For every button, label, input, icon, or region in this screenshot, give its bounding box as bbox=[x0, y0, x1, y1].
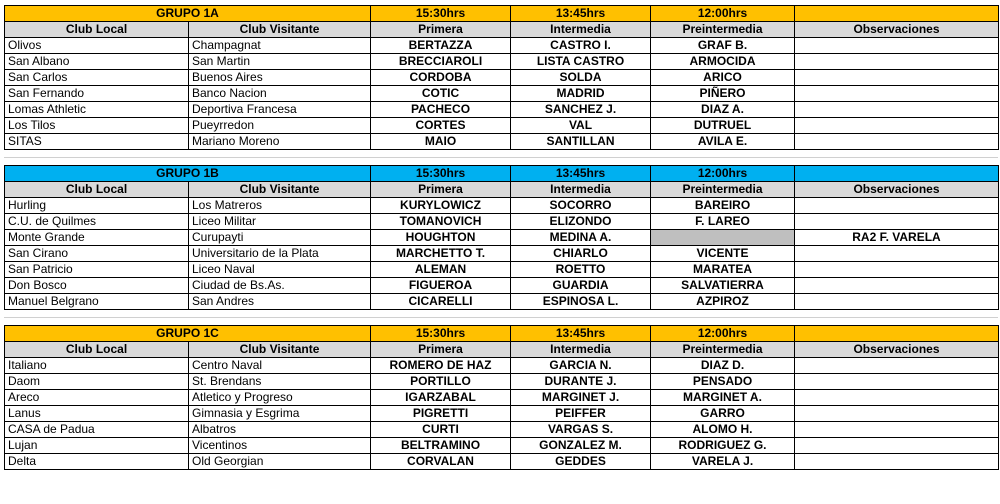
table-row bbox=[5, 422, 999, 438]
table-row bbox=[5, 438, 999, 454]
header-primera: Primera bbox=[371, 22, 511, 38]
cell-intermedia: MEDINA A. bbox=[511, 230, 651, 246]
cell-preintermedia: AZPIROZ bbox=[651, 294, 795, 310]
time-preintermedia: 12:00hrs bbox=[651, 6, 795, 22]
cell-preintermedia: SALVATIERRA bbox=[651, 278, 795, 294]
cell-observaciones bbox=[795, 294, 999, 310]
cell-observaciones bbox=[795, 454, 999, 470]
cell-primera: HOUGHTON bbox=[371, 230, 511, 246]
time-preintermedia: 12:00hrs bbox=[651, 166, 795, 182]
time-intermedia: 13:45hrs bbox=[511, 6, 651, 22]
cell-intermedia: MARGINET J. bbox=[511, 390, 651, 406]
cell-club-local: San Carlos bbox=[5, 70, 189, 86]
cell-club-local: SITAS bbox=[5, 134, 189, 150]
cell-primera: ROMERO DE HAZ bbox=[371, 358, 511, 374]
group-title: GRUPO 1C bbox=[5, 326, 371, 342]
cell-club-visitante: Atletico y Progreso bbox=[189, 390, 371, 406]
table-row bbox=[5, 38, 999, 54]
header-observaciones: Observaciones bbox=[795, 182, 999, 198]
time-observaciones bbox=[795, 326, 999, 342]
cell-intermedia: PEIFFER bbox=[511, 406, 651, 422]
cell-preintermedia: F. LAREO bbox=[651, 214, 795, 230]
cell-primera: BRECCIAROLI bbox=[371, 54, 511, 70]
group-rows bbox=[5, 38, 999, 150]
table-row bbox=[5, 358, 999, 374]
time-intermedia: 13:45hrs bbox=[511, 326, 651, 342]
header-intermedia: Intermedia bbox=[511, 22, 651, 38]
cell-observaciones bbox=[795, 54, 999, 70]
cell-observaciones bbox=[795, 86, 999, 102]
cell-club-local: Delta bbox=[5, 454, 189, 470]
group-title: GRUPO 1A bbox=[5, 6, 371, 22]
cell-observaciones bbox=[795, 38, 999, 54]
time-intermedia: 13:45hrs bbox=[511, 166, 651, 182]
header-primera: Primera bbox=[371, 182, 511, 198]
cell-primera: CURTI bbox=[371, 422, 511, 438]
cell-primera: MARCHETTO T. bbox=[371, 246, 511, 262]
header-intermedia: Intermedia bbox=[511, 182, 651, 198]
cell-preintermedia: MARGINET A. bbox=[651, 390, 795, 406]
header-preintermedia: Preintermedia bbox=[651, 342, 795, 358]
table-row bbox=[5, 454, 999, 470]
cell-primera: PACHECO bbox=[371, 102, 511, 118]
cell-observaciones bbox=[795, 422, 999, 438]
cell-intermedia: CHIARLO bbox=[511, 246, 651, 262]
cell-primera: ALEMAN bbox=[371, 262, 511, 278]
cell-primera: CICARELLI bbox=[371, 294, 511, 310]
cell-club-local: Manuel Belgrano bbox=[5, 294, 189, 310]
cell-preintermedia: PENSADO bbox=[651, 374, 795, 390]
cell-intermedia: CASTRO I. bbox=[511, 38, 651, 54]
table-row bbox=[5, 278, 999, 294]
column-header-row bbox=[5, 22, 999, 38]
table-row bbox=[5, 134, 999, 150]
cell-intermedia: GARCIA N. bbox=[511, 358, 651, 374]
cell-club-visitante: Buenos Aires bbox=[189, 70, 371, 86]
group-rows bbox=[5, 198, 999, 310]
cell-primera: BELTRAMINO bbox=[371, 438, 511, 454]
group-rows bbox=[5, 358, 999, 470]
cell-intermedia: VARGAS S. bbox=[511, 422, 651, 438]
cell-club-local: Los Tilos bbox=[5, 118, 189, 134]
cell-preintermedia bbox=[651, 230, 795, 246]
cell-primera: CORVALAN bbox=[371, 454, 511, 470]
cell-intermedia: DURANTE J. bbox=[511, 374, 651, 390]
cell-club-local: Areco bbox=[5, 390, 189, 406]
cell-intermedia: GUARDIA bbox=[511, 278, 651, 294]
cell-observaciones bbox=[795, 198, 999, 214]
table-row bbox=[5, 230, 999, 246]
cell-club-visitante: Centro Naval bbox=[189, 358, 371, 374]
cell-intermedia: ELIZONDO bbox=[511, 214, 651, 230]
cell-primera: PORTILLO bbox=[371, 374, 511, 390]
cell-observaciones bbox=[795, 262, 999, 278]
cell-club-visitante: Mariano Moreno bbox=[189, 134, 371, 150]
cell-club-local: Italiano bbox=[5, 358, 189, 374]
cell-club-local: San Patricio bbox=[5, 262, 189, 278]
cell-club-visitante: Liceo Naval bbox=[189, 262, 371, 278]
header-observaciones: Observaciones bbox=[795, 22, 999, 38]
cell-club-visitante: Universitario de la Plata bbox=[189, 246, 371, 262]
cell-primera: CORDOBA bbox=[371, 70, 511, 86]
cell-club-local: Don Bosco bbox=[5, 278, 189, 294]
cell-observaciones bbox=[795, 278, 999, 294]
table-row bbox=[5, 70, 999, 86]
cell-observaciones bbox=[795, 406, 999, 422]
cell-observaciones: RA2 F. VARELA bbox=[795, 230, 999, 246]
header-preintermedia: Preintermedia bbox=[651, 22, 795, 38]
cell-club-visitante: Gimnasia y Esgrima bbox=[189, 406, 371, 422]
cell-club-visitante: Banco Nacion bbox=[189, 86, 371, 102]
cell-observaciones bbox=[795, 246, 999, 262]
fixture-sheet bbox=[4, 5, 998, 470]
cell-observaciones bbox=[795, 214, 999, 230]
cell-observaciones bbox=[795, 438, 999, 454]
table-row bbox=[5, 246, 999, 262]
table-row bbox=[5, 374, 999, 390]
cell-preintermedia: DUTRUEL bbox=[651, 118, 795, 134]
cell-primera: FIGUEROA bbox=[371, 278, 511, 294]
cell-intermedia: GEDDES bbox=[511, 454, 651, 470]
cell-club-local: Hurling bbox=[5, 198, 189, 214]
group-title: GRUPO 1B bbox=[5, 166, 371, 182]
cell-intermedia: GONZALEZ M. bbox=[511, 438, 651, 454]
time-observaciones bbox=[795, 6, 999, 22]
header-observaciones: Observaciones bbox=[795, 342, 999, 358]
table-row bbox=[5, 86, 999, 102]
cell-club-visitante: St. Brendans bbox=[189, 374, 371, 390]
cell-club-local: C.U. de Quilmes bbox=[5, 214, 189, 230]
table-row bbox=[5, 102, 999, 118]
cell-club-local: Daom bbox=[5, 374, 189, 390]
cell-club-visitante: Liceo Militar bbox=[189, 214, 371, 230]
cell-primera: CORTES bbox=[371, 118, 511, 134]
cell-club-local: San Cirano bbox=[5, 246, 189, 262]
header-club-visitante: Club Visitante bbox=[189, 182, 371, 198]
cell-primera: PIGRETTI bbox=[371, 406, 511, 422]
cell-observaciones bbox=[795, 102, 999, 118]
cell-intermedia: SOCORRO bbox=[511, 198, 651, 214]
cell-club-local: San Fernando bbox=[5, 86, 189, 102]
header-club-local: Club Local bbox=[5, 22, 189, 38]
cell-primera: TOMANOVICH bbox=[371, 214, 511, 230]
cell-club-local: San Albano bbox=[5, 54, 189, 70]
divider bbox=[4, 317, 998, 318]
cell-club-local: CASA de Padua bbox=[5, 422, 189, 438]
group-title-bar bbox=[5, 6, 999, 22]
column-header-row bbox=[5, 342, 999, 358]
time-observaciones bbox=[795, 166, 999, 182]
cell-preintermedia: ARMOCIDA bbox=[651, 54, 795, 70]
time-primera: 15:30hrs bbox=[371, 166, 511, 182]
cell-intermedia: ESPINOSA L. bbox=[511, 294, 651, 310]
cell-preintermedia: VICENTE bbox=[651, 246, 795, 262]
cell-observaciones bbox=[795, 358, 999, 374]
cell-club-visitante: Pueyrredon bbox=[189, 118, 371, 134]
cell-observaciones bbox=[795, 134, 999, 150]
cell-intermedia: LISTA CASTRO bbox=[511, 54, 651, 70]
cell-observaciones bbox=[795, 118, 999, 134]
cell-primera: IGARZABAL bbox=[371, 390, 511, 406]
cell-preintermedia: VARELA J. bbox=[651, 454, 795, 470]
cell-preintermedia: GARRO bbox=[651, 406, 795, 422]
cell-club-local: Lanus bbox=[5, 406, 189, 422]
cell-primera: COTIC bbox=[371, 86, 511, 102]
cell-club-visitante: Champagnat bbox=[189, 38, 371, 54]
table-row bbox=[5, 214, 999, 230]
cell-club-visitante: Albatros bbox=[189, 422, 371, 438]
cell-primera: KURYLOWICZ bbox=[371, 198, 511, 214]
header-preintermedia: Preintermedia bbox=[651, 182, 795, 198]
cell-intermedia: VAL bbox=[511, 118, 651, 134]
cell-club-visitante: Old Georgian bbox=[189, 454, 371, 470]
cell-club-visitante: San Andres bbox=[189, 294, 371, 310]
cell-preintermedia: MARATEA bbox=[651, 262, 795, 278]
cell-primera: MAIO bbox=[371, 134, 511, 150]
column-header-row bbox=[5, 182, 999, 198]
group-title-bar bbox=[5, 326, 999, 342]
cell-club-visitante: Vicentinos bbox=[189, 438, 371, 454]
cell-club-local: Monte Grande bbox=[5, 230, 189, 246]
group-title-bar bbox=[5, 166, 999, 182]
table-row bbox=[5, 262, 999, 278]
cell-preintermedia: GRAF B. bbox=[651, 38, 795, 54]
cell-observaciones bbox=[795, 390, 999, 406]
cell-club-visitante: San Martin bbox=[189, 54, 371, 70]
cell-preintermedia: AVILA E. bbox=[651, 134, 795, 150]
divider bbox=[4, 157, 998, 158]
table-row bbox=[5, 54, 999, 70]
group-table-1b bbox=[4, 165, 998, 310]
table-row bbox=[5, 198, 999, 214]
cell-preintermedia: ALOMO H. bbox=[651, 422, 795, 438]
cell-intermedia: SANCHEZ J. bbox=[511, 102, 651, 118]
cell-intermedia: ROETTO bbox=[511, 262, 651, 278]
cell-club-visitante: Ciudad de Bs.As. bbox=[189, 278, 371, 294]
table-row bbox=[5, 294, 999, 310]
header-club-local: Club Local bbox=[5, 182, 189, 198]
time-primera: 15:30hrs bbox=[371, 6, 511, 22]
cell-observaciones bbox=[795, 70, 999, 86]
header-club-visitante: Club Visitante bbox=[189, 342, 371, 358]
cell-preintermedia: PIÑERO bbox=[651, 86, 795, 102]
header-club-visitante: Club Visitante bbox=[189, 22, 371, 38]
cell-observaciones bbox=[795, 374, 999, 390]
cell-club-local: Olivos bbox=[5, 38, 189, 54]
header-intermedia: Intermedia bbox=[511, 342, 651, 358]
table-row bbox=[5, 390, 999, 406]
cell-club-local: Lujan bbox=[5, 438, 189, 454]
header-club-local: Club Local bbox=[5, 342, 189, 358]
group-table-1a bbox=[4, 5, 998, 150]
cell-club-visitante: Los Matreros bbox=[189, 198, 371, 214]
cell-club-visitante: Deportiva Francesa bbox=[189, 102, 371, 118]
table-row bbox=[5, 406, 999, 422]
cell-intermedia: MADRID bbox=[511, 86, 651, 102]
cell-intermedia: SOLDA bbox=[511, 70, 651, 86]
cell-primera: BERTAZZA bbox=[371, 38, 511, 54]
time-preintermedia: 12:00hrs bbox=[651, 326, 795, 342]
cell-intermedia: SANTILLAN bbox=[511, 134, 651, 150]
cell-preintermedia: DIAZ D. bbox=[651, 358, 795, 374]
cell-preintermedia: ARICO bbox=[651, 70, 795, 86]
cell-preintermedia: BAREIRO bbox=[651, 198, 795, 214]
cell-club-local: Lomas Athletic bbox=[5, 102, 189, 118]
group-table-1c bbox=[4, 325, 998, 470]
header-primera: Primera bbox=[371, 342, 511, 358]
cell-club-visitante: Curupayti bbox=[189, 230, 371, 246]
time-primera: 15:30hrs bbox=[371, 326, 511, 342]
table-row bbox=[5, 118, 999, 134]
cell-preintermedia: RODRIGUEZ G. bbox=[651, 438, 795, 454]
cell-preintermedia: DIAZ A. bbox=[651, 102, 795, 118]
